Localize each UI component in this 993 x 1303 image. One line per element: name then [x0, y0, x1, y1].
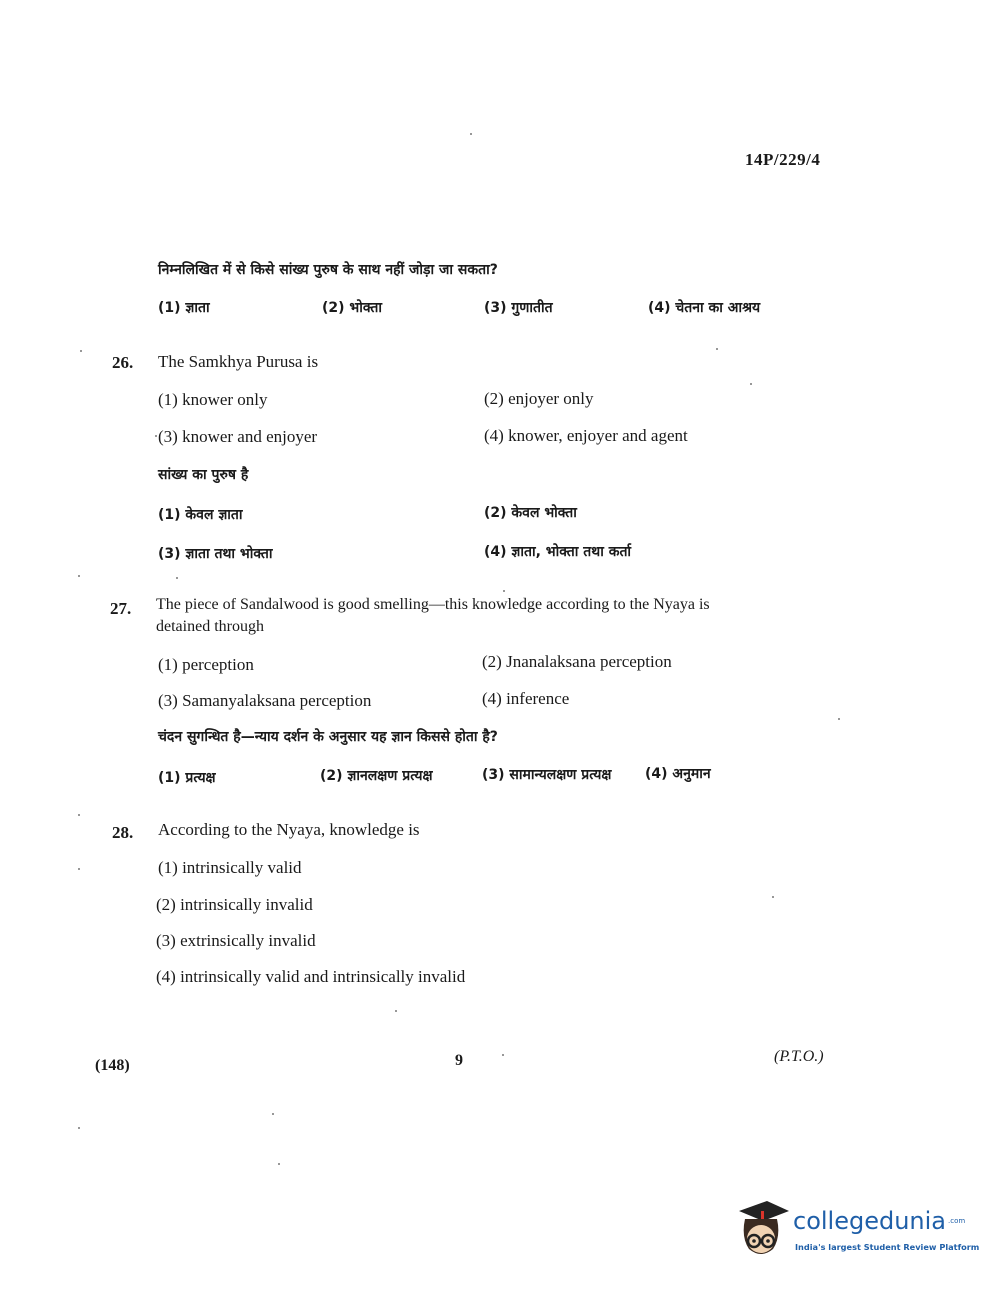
q28-number: 28.: [112, 823, 134, 842]
q26-hindi-option-4: (4) ज्ञाता, भोक्ता तथा कर्ता: [484, 544, 632, 560]
q27-number: 27.: [110, 599, 132, 618]
q27-hindi-option-3: (3) सामान्यलक्षण प्रत्यक्ष: [482, 767, 612, 783]
q25-hindi-option-1: (1) ज्ञाता: [158, 300, 210, 316]
q26-option-4: (4) knower, enjoyer and agent: [484, 426, 688, 445]
q28-option-1: (1) intrinsically valid: [158, 858, 302, 877]
q28-option-4: (4) intrinsically valid and intrinsically invalid: [156, 967, 466, 986]
q27-hindi-question: चंदन सुगन्धित है—न्याय दर्शन के अनुसार यह ज्ञान किससे होता है?: [158, 729, 498, 745]
q27-hindi-option-4: (4) अनुमान: [645, 766, 711, 782]
q25-hindi-option-2: (2) भोक्ता: [322, 300, 382, 316]
q27-option-1: (1) perception: [158, 655, 254, 674]
q25-hindi-option-4: (4) चेतना का आश्रय: [648, 300, 761, 316]
q27-option-3: (3) Samanyalaksana perception: [158, 691, 372, 710]
q28-option-3: (3) extrinsically invalid: [156, 931, 316, 950]
q27-question-line1: The piece of Sandalwood is good smelling—this knowledge according to the Nyaya is: [156, 596, 710, 613]
q25-hindi-question: निम्नलिखित में से किसे सांख्य पुरुष के साथ नहीं जोड़ा जा सकता?: [158, 262, 498, 278]
q26-hindi-question: सांख्य का पुरुष है: [158, 467, 249, 483]
q28-option-2: (2) intrinsically invalid: [156, 895, 313, 914]
collegedunia-watermark[interactable]: [733, 1193, 980, 1269]
q25-hindi-option-3: (3) गुणातीत: [484, 300, 553, 316]
footer-code: (148): [95, 1057, 130, 1074]
page-number: 9: [455, 1052, 463, 1069]
q27-hindi-option-1: (1) प्रत्यक्ष: [158, 770, 216, 786]
paper-code: 14P/229/4: [745, 150, 821, 169]
q27-option-2: (2) Jnanalaksana perception: [482, 652, 672, 671]
q26-option-2: (2) enjoyer only: [484, 389, 594, 408]
q26-hindi-option-3: (3) ज्ञाता तथा भोक्ता: [158, 546, 273, 562]
pto-label: (P.T.O.): [774, 1048, 824, 1065]
q26-hindi-option-2: (2) केवल भोक्ता: [484, 505, 577, 521]
q26-number: 26.: [112, 353, 134, 372]
q28-question: According to the Nyaya, knowledge is: [158, 820, 420, 839]
q26-hindi-option-1: (1) केवल ज्ञाता: [158, 507, 243, 523]
brand-com: .com: [948, 1217, 966, 1225]
q26-question: The Samkhya Purusa is: [158, 352, 319, 371]
mascot-icon: [733, 1193, 791, 1265]
q26-option-3: (3) knower and enjoyer: [158, 427, 318, 446]
q27-question-line2: detained through: [156, 618, 264, 635]
q26-option-1: (1) knower only: [158, 390, 268, 409]
q27-hindi-option-2: (2) ज्ञानलक्षण प्रत्यक्ष: [320, 768, 433, 784]
brand-name: collegedunia: [793, 1207, 947, 1235]
q27-option-4: (4) inference: [482, 689, 570, 708]
brand-tagline: India's largest Student Review Platform: [795, 1242, 980, 1252]
